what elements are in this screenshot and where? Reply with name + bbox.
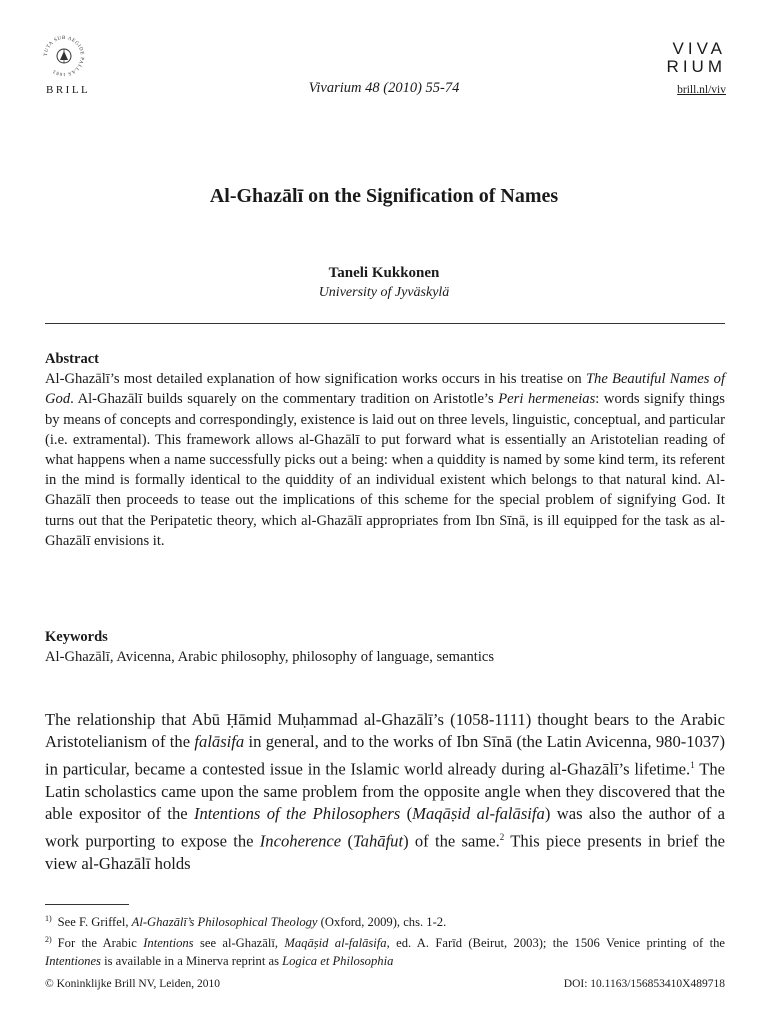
abstract-heading: Abstract — [45, 351, 99, 367]
abstract-text-part: : words signify things by means of concepts and correspondingly, existence is laid out on three levels, linguistic, conceptual, and particular (i.e. extramental). This framework allows al-Ghazālī to put forward what is essentially an Aristotelian reading of what happens when a name successfully picks out a being: when a quiddity is named by some kind term, its referent in the mind is formally identical to the quiddity of an individual existent which belongs to that natural kind. Al-Ghazālī then proceeds to tease out the implications of this scheme for the special problem of signifying God. It turns out that the Peripatetic theory, which al-Ghazālī appropriates from Ibn Sīnā, is ill equipped for the task as al-Ghazālī envisions it. — [45, 391, 725, 549]
abstract-text — [45, 369, 725, 551]
abstract-section — [45, 349, 725, 551]
footnote-italic: Intentions — [143, 936, 194, 951]
body-text-part: in general, and to the works of Ibn Sīnā (the Latin Avicenna, 980-1037) in particular, became a contested issue in the Islamic world already during al-Ghazālī’s lifetime. — [45, 732, 726, 779]
body-text-part: The Latin scholastics came upon the same problem from the opposite angle when they discovered that the able expositor of the — [45, 759, 725, 824]
brill-logo-icon — [40, 32, 88, 80]
keywords-heading: Keywords — [45, 629, 108, 645]
abstract-italic-title: The Beautiful Names of God — [45, 371, 726, 408]
body-text-part: ( — [341, 831, 353, 851]
footnote-text: (Oxford, 2009), chs. 1-2. — [317, 915, 447, 930]
body-text-part: ) was also the author of a work purporting to expose the — [45, 804, 725, 851]
body-italic: Maqāṣid al-falāsifa — [412, 804, 545, 824]
footnotes — [45, 910, 725, 970]
doi-text: DOI: 10.1163/156853410X489718 — [563, 978, 725, 990]
logo-ring-text: TUTA SUB AEGIDE PALLAS 1683 — [43, 35, 85, 77]
footnote-divider — [45, 904, 129, 905]
footnote-text: see al-Ghazālī, — [193, 936, 285, 951]
author-affiliation: University of Jyväskylä — [318, 285, 450, 300]
journal-logo-line1: VIVA — [672, 39, 726, 58]
body-text-part: ( — [400, 804, 413, 824]
body-text-part: This piece presents in brief the view al-Ghazālī holds — [45, 831, 725, 873]
body-italic: Intentions of the Philosophers — [193, 804, 401, 824]
keywords-section — [45, 627, 725, 667]
body-paragraph — [45, 709, 725, 875]
footnote-text: , ed. A. Farīd (Beirut, 2003); the 1506 Venice printing of the — [386, 936, 725, 951]
title-divider — [45, 323, 725, 324]
footnote-2 — [45, 931, 725, 970]
journal-logo — [667, 40, 726, 76]
footnote-mark: 2) — [45, 935, 52, 945]
body-italic: Tahāfut — [352, 831, 404, 851]
publisher-name: BRILL — [46, 84, 91, 96]
body-italic: Incoherence — [259, 831, 342, 851]
body-text-part: ) of the same. — [403, 831, 500, 851]
abstract-italic-title: Peri hermeneias — [498, 391, 596, 408]
footnote-italic: Intentiones — [45, 954, 101, 969]
journal-link[interactable]: brill.nl/viv — [677, 84, 726, 96]
keywords-text: Al-Ghazālī, Avicenna, Arabic philosophy, philosophy of language, semantics — [45, 649, 495, 666]
footnote-text: is available in a Minerva reprint as — [100, 954, 283, 969]
footnote-ref-2[interactable]: 2 — [499, 831, 505, 842]
footnote-ref-1[interactable]: 1 — [690, 759, 695, 770]
footnote-1 — [45, 910, 725, 931]
footnote-text: For the Arabic — [57, 936, 144, 951]
body-text — [45, 709, 725, 875]
journal-logo-line2: RIUM — [666, 57, 726, 76]
body-italic: falāsifa — [194, 732, 245, 752]
author-name: Taneli Kukkonen — [328, 265, 440, 281]
footnote-italic: Al-Ghazālī’s Philosophical Theology — [131, 915, 318, 930]
abstract-text-part: . Al-Ghazālī builds squarely on the commentary tradition on Aristotle’s — [70, 391, 499, 408]
footnote-mark: 1) — [45, 914, 52, 923]
copyright-notice: © Koninklijke Brill NV, Leiden, 2010 — [45, 978, 220, 990]
article-title: Al-Ghazālī on the Signification of Names — [209, 185, 559, 207]
body-text-part: The relationship that Abū Ḥāmid Muḥammad al-Ghazālī’s (1058-1111) thought bears to the Arabic Aristotelianism of the — [45, 710, 725, 752]
footnote-italic: Logica et Philosophia — [282, 954, 394, 969]
journal-reference: Vivarium 48 (2010) 55-74 — [308, 80, 460, 96]
footnote-text: See F. Griffel, — [57, 915, 132, 930]
abstract-text-part: Al-Ghazālī’s most detailed explanation of how signification works occurs in his treatise on — [45, 371, 586, 388]
footnote-italic: Maqāṣid al-falāsifa — [284, 936, 387, 951]
